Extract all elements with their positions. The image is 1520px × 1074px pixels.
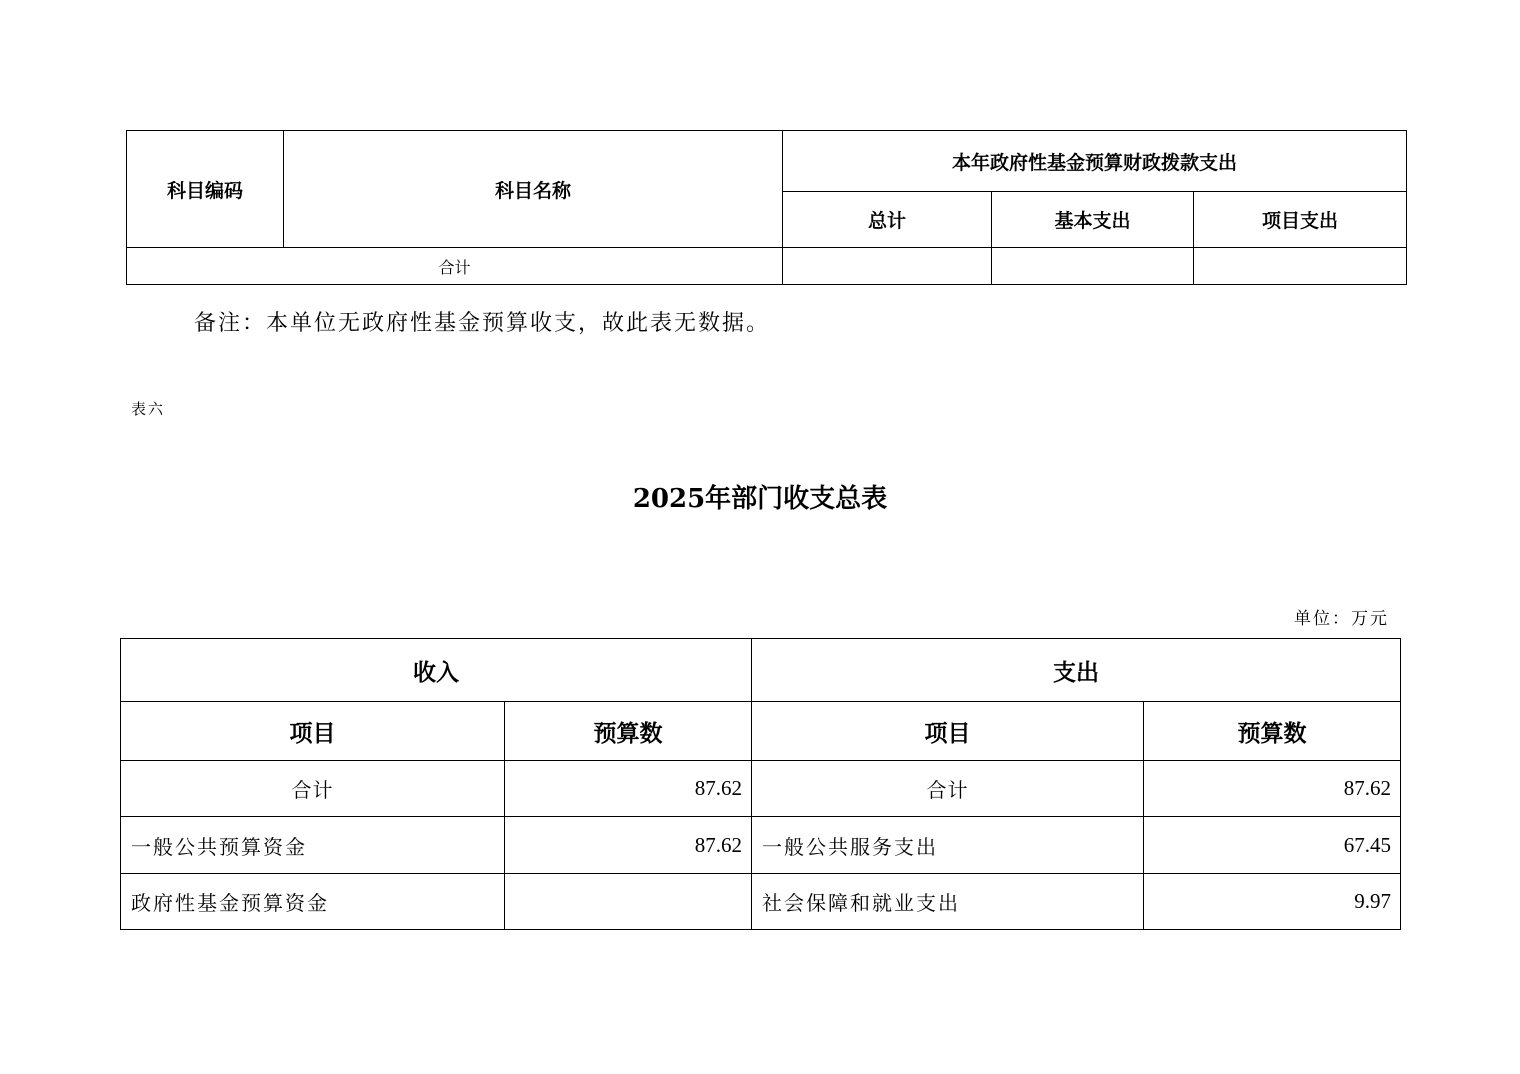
- header-basic-expenditure: 基本支出: [992, 192, 1194, 248]
- header-income-budget: 预算数: [505, 702, 752, 761]
- header-total: 总计: [783, 192, 992, 248]
- expense-value-cell: 9.97: [1144, 874, 1401, 930]
- table-row: [121, 761, 1401, 817]
- header-gov-fund-group: 本年政府性基金预算财政拨款支出: [783, 131, 1407, 192]
- income-item-cell: 合计: [121, 761, 505, 817]
- income-value-cell: 87.62: [505, 817, 752, 874]
- expense-item-cell: 社会保障和就业支出: [752, 874, 1144, 930]
- header-income: 收入: [121, 639, 752, 702]
- header-subject-code: 科目编码: [127, 131, 284, 248]
- income-value-cell: 87.62: [505, 761, 752, 817]
- expense-item-cell: 一般公共服务支出: [752, 817, 1144, 874]
- unit-label: 单位：万元: [1294, 609, 1389, 629]
- page-title: 2025年部门收支总表: [632, 484, 888, 514]
- total-row-basic: [992, 248, 1194, 285]
- expense-value-cell: 67.45: [1144, 817, 1401, 874]
- income-value-cell: [505, 874, 752, 930]
- income-expenditure-summary-table: [120, 638, 1401, 930]
- header-expense-budget: 预算数: [1144, 702, 1401, 761]
- header-project-expenditure: 项目支出: [1194, 192, 1407, 248]
- table-row: [121, 817, 1401, 874]
- total-row-total: [783, 248, 992, 285]
- income-item-cell: 政府性基金预算资金: [121, 874, 505, 930]
- header-income-item: 项目: [121, 702, 505, 761]
- gov-fund-expenditure-table: [126, 130, 1407, 285]
- table-note: 备注：本单位无政府性基金预算收支，故此表无数据。: [194, 311, 771, 336]
- table-row: [127, 248, 1407, 285]
- header-expense-item: 项目: [752, 702, 1144, 761]
- table-number-label: 表六: [131, 400, 166, 418]
- header-expenditure: 支出: [752, 639, 1401, 702]
- expense-item-cell: 合计: [752, 761, 1144, 817]
- income-item-cell: 一般公共预算资金: [121, 817, 505, 874]
- total-row-label: 合计: [127, 248, 783, 285]
- header-subject-name: 科目名称: [284, 131, 783, 248]
- total-row-project: [1194, 248, 1407, 285]
- expense-value-cell: 87.62: [1144, 761, 1401, 817]
- table-row: [121, 874, 1401, 930]
